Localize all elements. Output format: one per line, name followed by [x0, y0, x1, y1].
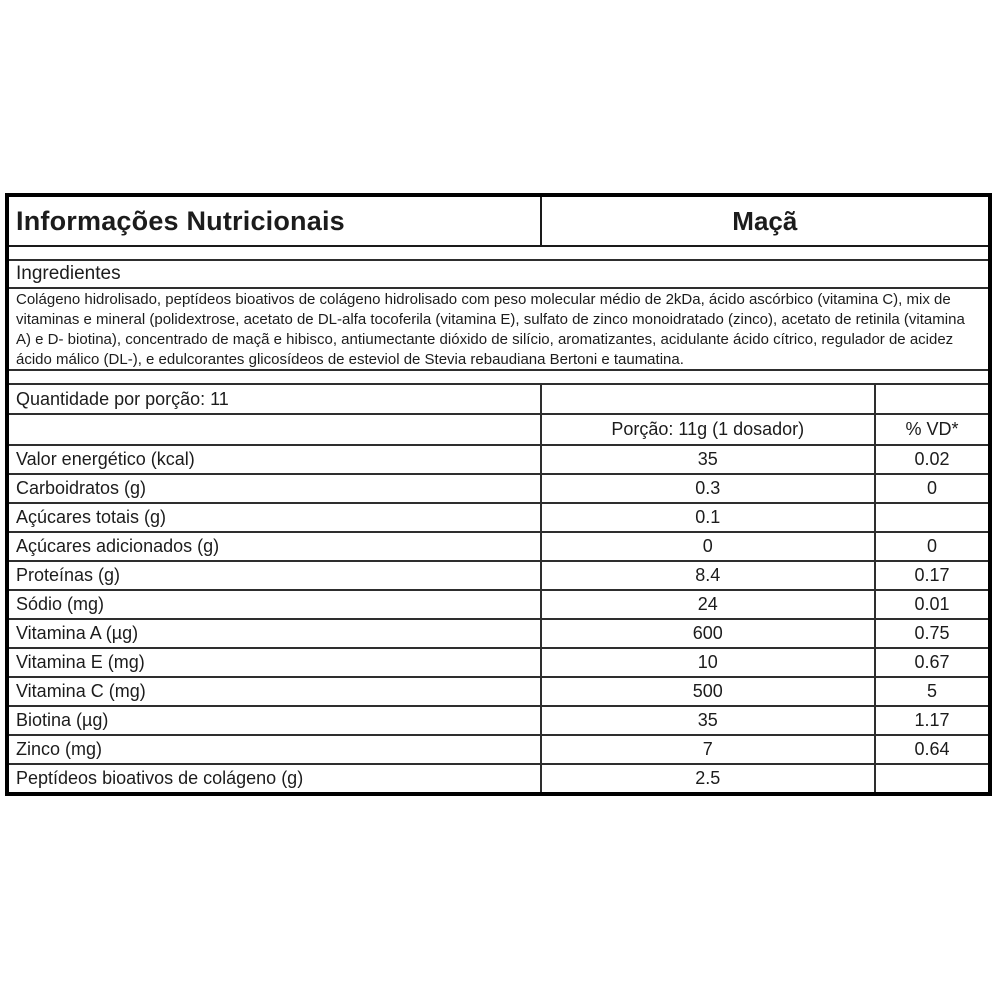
amount-cell: 0.3 [540, 475, 874, 502]
nutrient-name-cell: Biotina (µg) [16, 710, 109, 730]
nutrient-name-cell: Vitamina A (µg) [16, 623, 139, 643]
amount-cell: 500 [540, 678, 874, 705]
dv-cell: 0.75 [874, 620, 988, 647]
nutrition-row [9, 649, 988, 678]
dv-cell: 0.01 [874, 591, 988, 618]
dv-cell: 0.64 [874, 736, 988, 763]
serving-quantity-label: Quantidade por porção: 11 [16, 388, 229, 409]
amount-cell: 2.5 [540, 765, 874, 792]
dv-cell: 0 [874, 533, 988, 560]
nutrition-facts-table [5, 193, 992, 796]
amount-cell: 0 [540, 533, 874, 560]
amount-cell: 10 [540, 649, 874, 676]
amount-cell: 7 [540, 736, 874, 763]
ingredients-text: Colágeno hidrolisado, peptídeos bioativos de colágeno hidrolisado com peso molecular médio de 2kDa, ácido ascórbico (vitamina C), mix de vitaminas e mineral (polidextrose, acetato de DL-alfa tocoferila (vitamina E), sulfato de zinco monoidratado (zinco), acetato de retinila (vitamina A) e D- biotina), concentrado de maçã e hibisco, antiumectante dióxido de silício, aromatizantes, acidulante ácido cítrico, regulador de acidez ácido málico (DL-), e edulcorantes glicosídeos de esteviol de Stevia rebaudiana Bertoni e taumatina. [16, 291, 965, 368]
amount-cell: 35 [540, 446, 874, 473]
ingredients-section-label: Ingredientes [16, 263, 121, 284]
spacer-row [9, 247, 988, 261]
amount-cell: 600 [540, 620, 874, 647]
nutrition-row [9, 591, 988, 620]
nutrient-name-cell: Açúcares totais (g) [16, 507, 167, 527]
portion-column-header: Porção: 11g (1 dosador) [540, 415, 874, 444]
nutrition-row [9, 707, 988, 736]
nutrient-name-cell: Vitamina C (mg) [16, 681, 146, 701]
column-header-row [9, 415, 988, 446]
ingredients-header-row [9, 261, 988, 289]
nutrition-row [9, 678, 988, 707]
dv-cell: 0 [874, 475, 988, 502]
nutrient-name-cell: Valor energético (kcal) [16, 449, 195, 469]
dv-cell: 1.17 [874, 707, 988, 734]
amount-cell: 8.4 [540, 562, 874, 589]
nutrient-name-cell: Sódio (mg) [16, 594, 105, 614]
amount-cell: 0.1 [540, 504, 874, 531]
dv-cell [874, 504, 988, 531]
nutrient-name-cell: Peptídeos bioativos de colágeno (g) [16, 768, 304, 788]
nutrient-name-cell: Açúcares adicionados (g) [16, 536, 220, 556]
nutrition-row [9, 736, 988, 765]
serving-quantity-row [9, 385, 988, 415]
nutrient-name-cell: Proteínas (g) [16, 565, 121, 585]
dv-cell: 0.02 [874, 446, 988, 473]
nutrition-row [9, 533, 988, 562]
nutrition-row [9, 562, 988, 591]
nutrition-row [9, 620, 988, 649]
nutrition-row [9, 446, 988, 475]
header-row [9, 197, 988, 247]
amount-cell: 35 [540, 707, 874, 734]
dv-cell [874, 765, 988, 792]
dv-cell: 0.67 [874, 649, 988, 676]
nutrition-row [9, 475, 988, 504]
dv-column-header: % VD* [874, 415, 988, 444]
nutrient-name-cell: Zinco (mg) [16, 739, 103, 759]
product-name: Maçã [540, 197, 988, 245]
nutrient-name-cell: Vitamina E (mg) [16, 652, 145, 672]
nutrition-row [9, 765, 988, 792]
dv-cell: 0.17 [874, 562, 988, 589]
empty-cell [9, 415, 540, 444]
empty-cell [540, 385, 874, 413]
amount-cell: 24 [540, 591, 874, 618]
ingredients-text-row [9, 289, 988, 371]
nutrient-name-cell: Carboidratos (g) [16, 478, 147, 498]
dv-cell: 5 [874, 678, 988, 705]
page-title: Informações Nutricionais [16, 205, 345, 236]
spacer-row [9, 371, 988, 385]
empty-cell [874, 385, 988, 413]
nutrition-row [9, 504, 988, 533]
nutrition-table-body [9, 446, 988, 792]
